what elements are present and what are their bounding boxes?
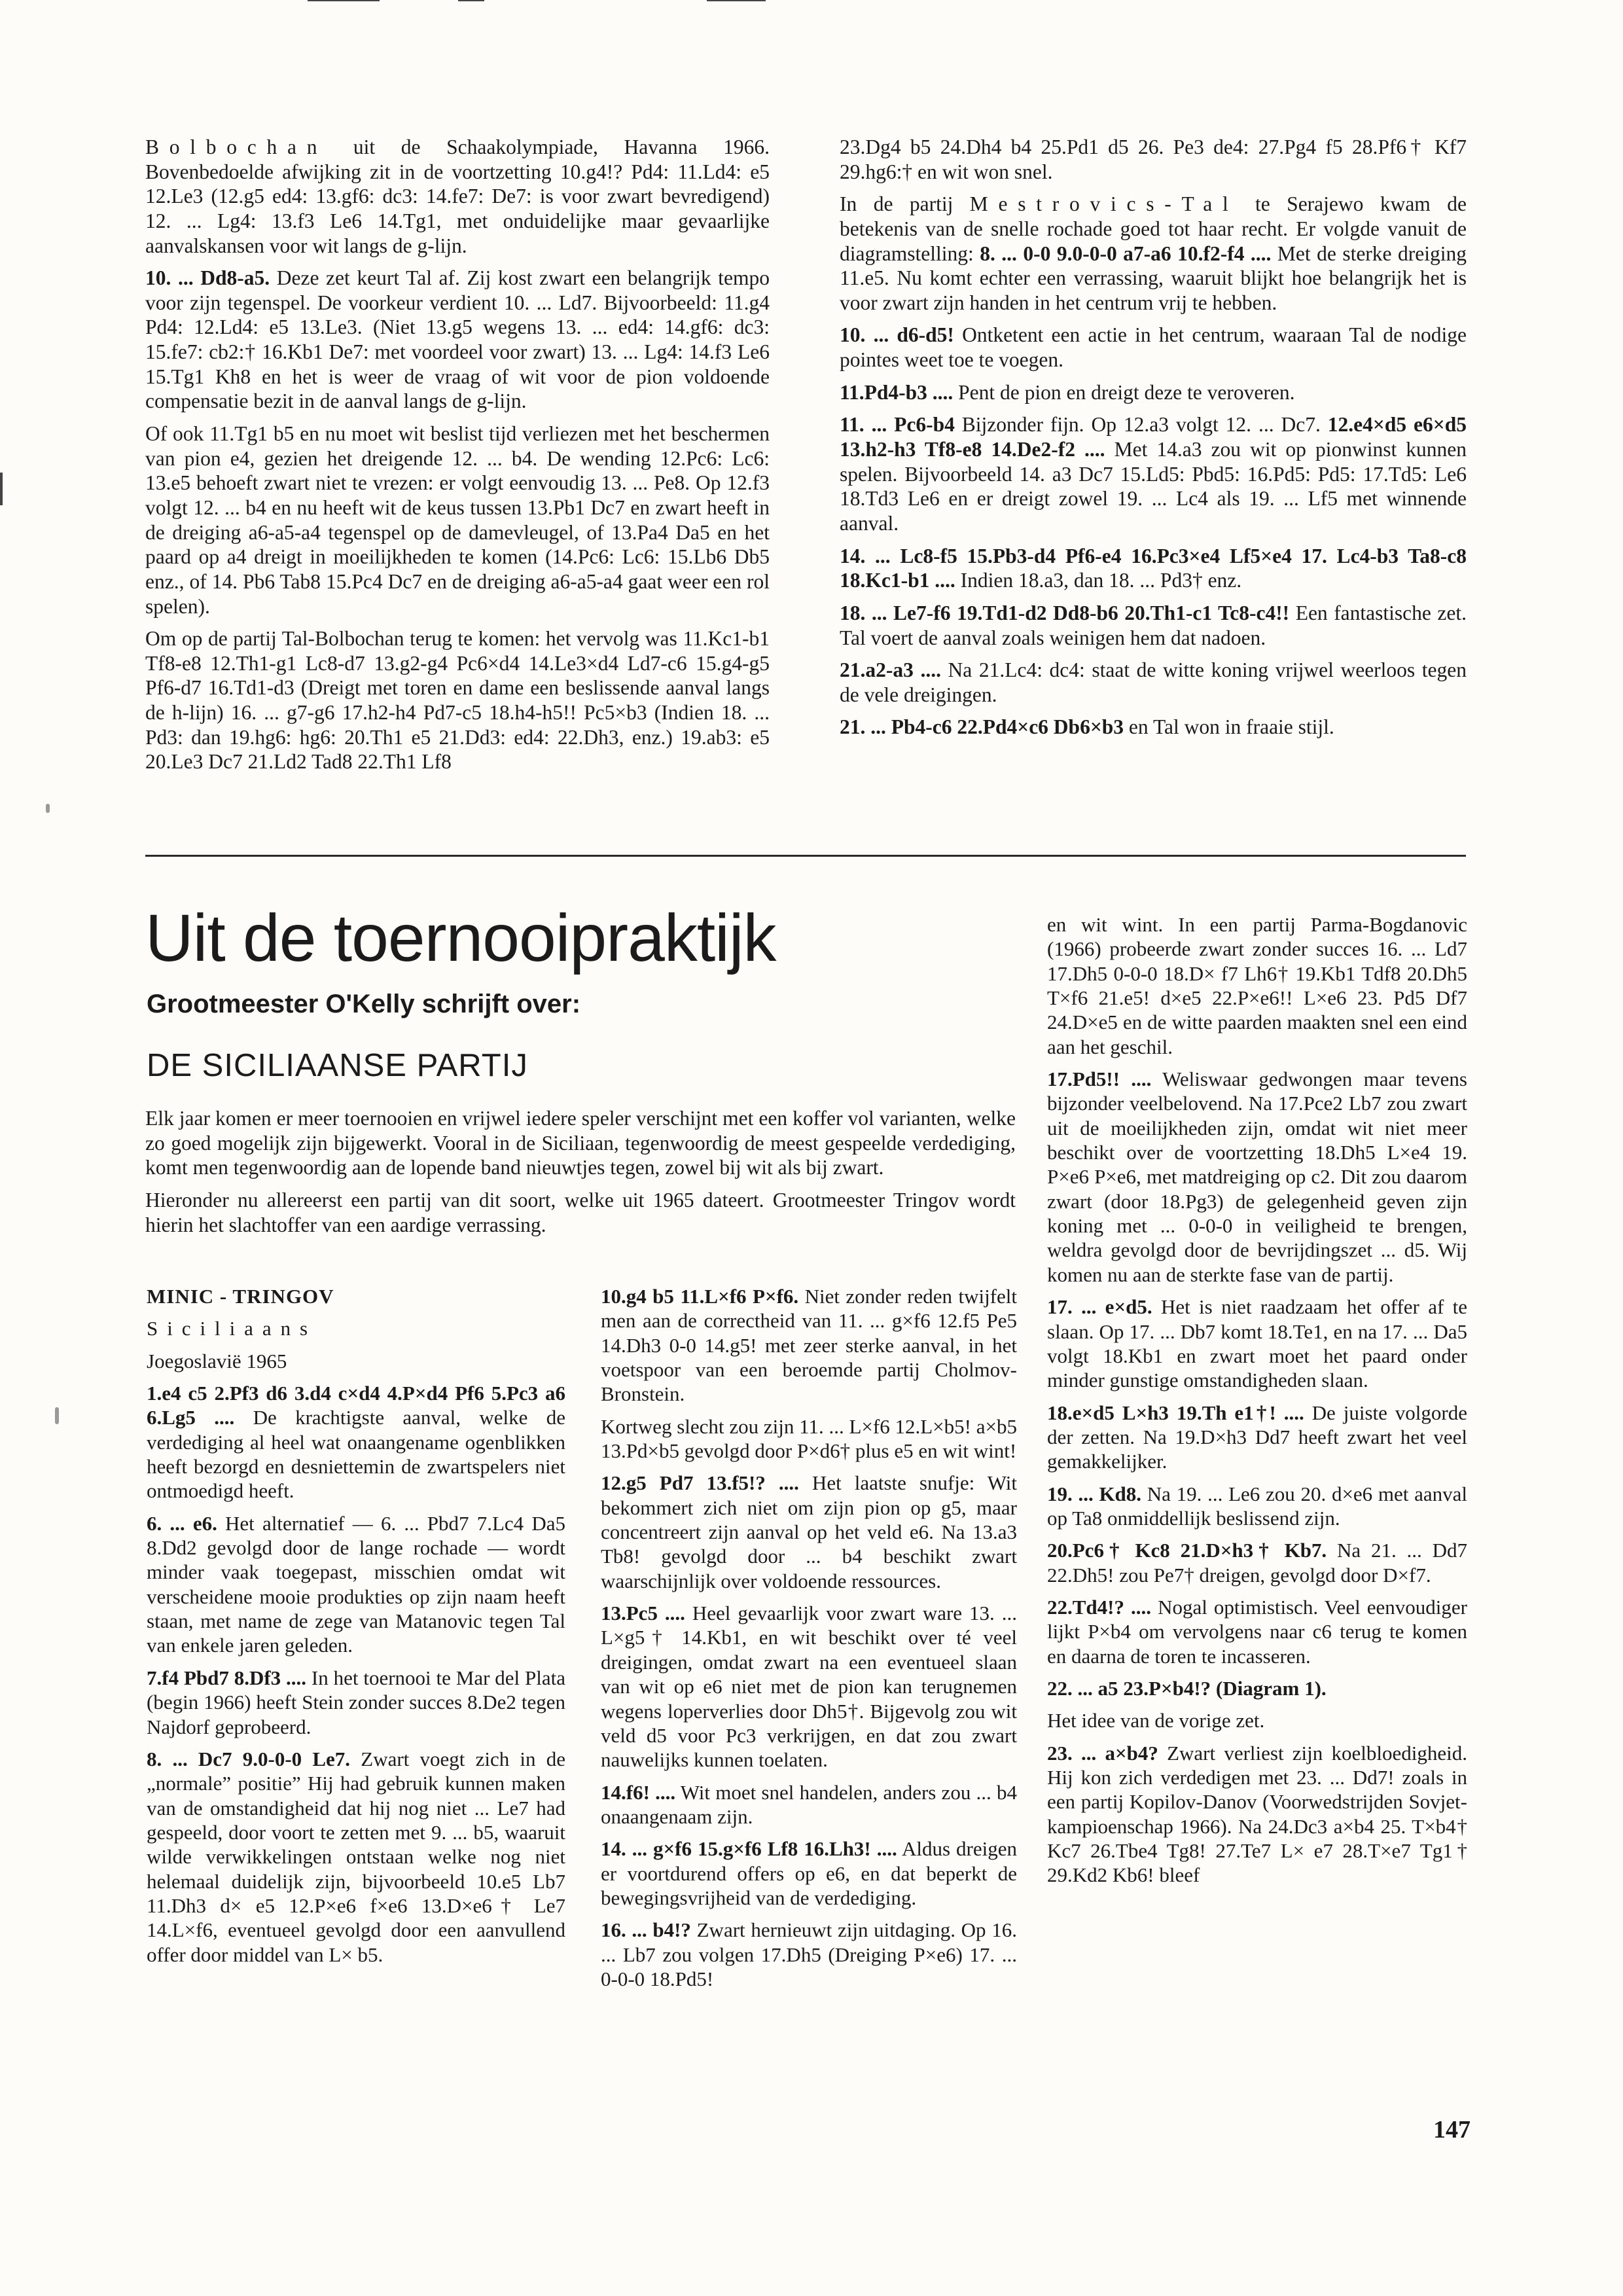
scan-mark-top (308, 0, 380, 1)
lower-middle-column (601, 1284, 1017, 1999)
move-text: 11.Pd4-b3 .... (840, 380, 954, 404)
move-text: 14.f6! .... (601, 1780, 676, 1804)
move-text: 10.g4 b5 11.L×f6 P×f6. (601, 1285, 799, 1308)
paragraph: 17.Pd5!! .... Weliswaar gedwongen maar tevens bijzonder veelbelovend. Na 17.Pce2 Lb7 zou zwart uit de moeilijkheden zijn, omdat wit niet meer beschikt over de voortzetting 18.Dh5 L×e4 19. P×e6 P×e6, met matdreiging op c2. Dit zou daarom zwart (door 18.Pg3) de gelegenheid geven zijn koning met ... 0-0-0 in veiligheid te brengen, weldra gevolgd door de bevrijdingszet ... d5. Wij komen nu aan de sterkte fase van de partij. (1047, 1067, 1467, 1286)
paragraph: 10.g4 b5 11.L×f6 P×f6. Niet zonder reden twijfelt men aan de correctheid van 11. ... g×f6 12.f5 Pe5 14.Dh3 0-0 14.g5! met zeer sterke aanval, in het voetspoor van een beroemde partij Cholmov-Bronstein. (601, 1285, 1017, 1406)
paragraph: 14.f6! .... Wit moet snel handelen, anders zou ... b4 onaangenaam zijn. (601, 1780, 1017, 1828)
move-text: 22.Td4!? .... (1047, 1595, 1152, 1619)
paragraph (1047, 1676, 1467, 1700)
move-text: 12.e4×d5 e6×d5 13.h2-h3 Tf8-e8 14.De2-f2 .... (840, 413, 1467, 461)
paragraph: 10. ... d6-d5! Ontketent een actie in het centrum, waaraan Tal de nodige pointes weet toe te voegen. (840, 323, 1467, 372)
paragraph: 16. ... b4!? Zwart hernieuwt zijn uitdaging. Op 16. ... Lb7 zou volgen 17.Dh5 (Dreiging P×e6) 17. ... 0-0-0 18.Pd5! (601, 1918, 1017, 1990)
move-text: 10. ... d6-d5! (840, 323, 954, 347)
paragraph: 13.Pc5 .... Heel gevaarlijk voor zwart ware 13. ... L×g5† 14.Kb1, en wit beschikt over té veel dreigingen, omdat zwart na een eventueel slaan van wit op e6 niet met de pion kan terugnemen wegens loperverlies door Dh5†. Bijgevolg zou wit veld d5 voor Pc3 verkrijgen, en dat zou zwart nauwelijks kunnen toelaten. (601, 1602, 1017, 1772)
move-text: 14. ... g×f6 15.g×f6 Lf8 16.Lh3! .... (601, 1837, 897, 1861)
scan-mark-top (458, 0, 484, 1)
move-text: 8. ... 0-0 9.0-0-0 a7-a6 10.f2-f4 .... (980, 242, 1272, 265)
move-text: 17.Pd5!! .... (1047, 1067, 1152, 1091)
move-text: 21. ... Pb4-c6 22.Pd4×c6 Db6×b3 (840, 715, 1124, 739)
move-text: 17. ... e×d5. (1047, 1295, 1152, 1319)
paragraph: 22.Td4!? .... Nogal optimistisch. Veel eenvoudiger lijkt P×b4 om vervolgens naar c6 terug te komen en daarna de toren te incasseren. (1047, 1595, 1467, 1668)
paragraph: 21. ... Pb4-c6 22.Pd4×c6 Db6×b3 en Tal won in fraaie stijl. (840, 715, 1334, 739)
move-text: 23. ... a×b4? (1047, 1741, 1158, 1765)
paragraph: 14. ... Lc8-f5 15.Pb3-d4 Pf6-e4 16.Pc3×e4 Lf5×e4 17. Lc4-b3 Ta8-c8 18.Kc1-b1 .... Indien 18.a3, dan 18. ... Pd3† enz. (840, 544, 1467, 592)
paragraph: 10. ... Dd8-a5. Deze zet keurt Tal af. Zij kost zwart een belangrijk tempo voor zijn tegenspel. De voorkeur verdient 10. ... Ld7. Bijvoorbeeld: 11.g4 Pd4: 12.Ld4: e5 13.Le3. (Niet 13.g5 wegens 13. ... ed4: 14.gf6: dc3: 15.fe7: cb2:† 16.Kb1 De7: met voordeel voor zwart) 13. ... Lg4: 14.f3 Le6 15.Tg1 Kh8 en het is weer de vraag of wit voor de pion voldoende compensatie bezit in de aanval langs de g-lijn. (145, 266, 770, 413)
top-right-column (840, 135, 1467, 747)
game-place: Joegoslavië 1965 (147, 1349, 287, 1372)
paragraph: 11.Pd4-b3 .... Pent de pion en dreigt deze te veroveren. (840, 380, 1295, 404)
paragraph: In de partij Mestrovics-Tal te Serajewo kwam de betekenis van de snelle rochade goed tot haar recht. Er volgde vanuit de diagramstelling: 8. ... 0-0 9.0-0-0 a7-a6 10.f2-f4 .... Met de sterke dreiging 11.e5. Nu komt echter een verrassing, waaruit blijkt hoe belangrijk het is voor zwart zijn handen in het centrum vrij te hebben. (840, 192, 1467, 314)
player-names: Mestrovics-Tal (969, 192, 1239, 216)
move-text: 8. ... Dc7 9.0-0-0 Le7. (147, 1747, 351, 1770)
paragraph: 18.e×d5 L×h3 19.Th e1†! .... De juiste volgorde der zetten. Na 19.D×h3 Dd7 heeft zwart het veel gemakkelijker. (1047, 1401, 1467, 1473)
opening-heading: DE SICILIAANSE PARTIJ (147, 1048, 528, 1083)
paragraph: 12.g5 Pd7 13.f5!? .... Het laatste snufje: Wit bekommert zich niet om zijn pion op g5, maar concentreert zijn aanval op het veld e6. Na 13.a3 Tb8! gevolgd door ... b4 beschikt zwart waarschijnlijk over voldoende ressources. (601, 1471, 1017, 1592)
paragraph: 18. ... Le7-f6 19.Td1-d2 Dd8-b6 20.Th1-c1 Tc8-c4!! Een fantastische zet. Tal voert de aanval zoals weinigen hem dat nadoen. (840, 601, 1467, 649)
lower-right-column (1047, 912, 1467, 1895)
move-text: 22. ... a5 23.P×b4!? (Diagram 1). (1047, 1676, 1327, 1700)
paragraph: 1.e4 c5 2.Pf3 d6 3.d4 c×d4 4.P×d4 Pf6 5.Pc3 a6 6.Lg5 .... De krachtigste aanval, welke de verdediging al heel wat onaangename ogenblikken heeft bezorgd en desniettemin de zwartspelers niet ontmoedigd heeft. (147, 1382, 565, 1503)
move-text: 7.f4 Pbd7 8.Df3 .... (147, 1666, 307, 1689)
paragraph: 19. ... Kd8. Na 19. ... Le6 zou 20. d×e6 met aanval op Ta8 onmiddellijk beslissend zijn. (1047, 1482, 1467, 1530)
move-text: 18. ... Le7-f6 19.Td1-d2 Dd8-b6 20.Th1-c1 Tc8-c4!! (840, 601, 1290, 624)
move-text: 21.a2-a3 .... (840, 658, 941, 682)
paragraph: 7.f4 Pbd7 8.Df3 .... In het toernooi te Mar del Plata (begin 1966) heeft Stein zonder succes 8.De2 tegen Najdorf geprobeerd. (147, 1666, 566, 1738)
move-text: 1.e4 c5 2.Pf3 d6 3.d4 c×d4 4.P×d4 Pf6 5.Pc3 a6 6.Lg5 .... (147, 1382, 565, 1429)
paragraph: 8. ... Dc7 9.0-0-0 Le7. Zwart voegt zich in de „normale” positie” Hij had gebruik kunnen maken van de omstandigheid dat hij nog niet ... Le7 had gespeeld, door voort te zetten met 9. ... b5, waaruit wilde verwikkelingen ontstaan welke nog niet helemaal duidelijk zijn, bijvoorbeeld 10.e5 Lb7 11.Dh3 d× e5 12.P×e6 f×e6 13.D×e6† Le7 14.L×f6, eventueel gevolgd door een aanvullend offer door middel van L× b5. (147, 1747, 565, 1966)
paragraph: Om op de partij Tal-Bolbochan terug te komen: het vervolg was 11.Kc1-b1 Tf8-e8 12.Th1-g1 Lc8-d7 13.g2-g4 Pc6×d4 14.Le3×d4 Ld7-c6 15.g4-g5 Pf6-d7 16.Td1-d3 (Dreigt met toren en dame een beslissende aanval langs de h-lijn) 16. ... g7-g6 17.h2-h4 Pd7-c5 18.h4-h5!! Pc5×b3 (Indien 18. ... Pd3: dan 19.hg6: hg6: 20.Th1 e5 21.Dd3: ed4: 22.Dh3, enz.) 19.ab3: e5 20.Le3 Dc7 21.Ld2 Tad8 22.Th1 Lf8 (145, 627, 770, 774)
paragraph: 20.Pc6† Kc8 21.D×h3† Kb7. Na 21. ... Dd7 22.Dh5! zou Pe7† dreigen, gevolgd door D×f7. (1047, 1539, 1467, 1587)
move-text: 14. ... Lc8-f5 15.Pb3-d4 Pf6-e4 16.Pc3×e4 Lf5×e4 17. Lc4-b3 Ta8-c8 18.Kc1-b1 .... (840, 544, 1467, 592)
top-left-column (145, 135, 770, 782)
move-text: 6. ... e6. (147, 1511, 217, 1535)
scan-mark-left (0, 473, 3, 505)
article-title: Uit de toernooipraktijk (145, 901, 776, 975)
move-text: 13.Pc5 .... (601, 1602, 685, 1625)
paragraph: en wit wint. In een partij Parma-Bogdanovic (1966) probeerde zwart zonder succes 16. ... Ld7 17.Dh5 0-0-0 18.D× f7 Lh6† 19.Kb1 Tdf8 20.Dh5 T×f6 21.e5! d×e5 22.P×e6!! L×e6 23. Pd5 Df7 24.D×e5 en de witte paarden maakten snel een eind aan het geschil. (1047, 913, 1467, 1058)
lower-left-column (147, 1284, 565, 1975)
move-text: 10. ... Dd8-a5. (145, 266, 270, 290)
move-text: 18.e×d5 L×h3 19.Th e1†! .... (1047, 1401, 1304, 1424)
player-names: Bolbochan (145, 135, 328, 158)
game-opening: Siciliaans (147, 1317, 317, 1340)
game-players: MINIC - TRINGOV (147, 1285, 334, 1308)
move-text: 12.g5 Pd7 13.f5!? .... (601, 1471, 799, 1495)
paragraph: Elk jaar komen er meer toernooien en vrijwel iedere speler verschijnt met een koffer vol varianten, welke zo goed mogelijk zijn bijgewerkt. Vooral in de Siciliaan, tegenwoordig de meest gespeelde verdediging, komt men tegenwoordig aan de lopende band nieuwtjes tegen, zowel bij wit als bij zwart. (145, 1107, 1016, 1179)
article-subtitle: Grootmeester O'Kelly schrijft over: (147, 990, 581, 1018)
section-divider (145, 855, 1466, 857)
paragraph: 14. ... g×f6 15.g×f6 Lf8 16.Lh3! .... Aldus dreigen er voortdurend offers op e6, en dat beperkt de bewegingsvrijheid van de verdediging. (601, 1837, 1018, 1909)
paragraph: Het idee van de vorige zet. (1047, 1709, 1265, 1732)
paragraph: 6. ... e6. Het alternatief — 6. ... Pbd7 7.Lc4 Da5 8.Dd2 gevolgd door de lange rochade — wordt minder vaak toegepast, misschien omdat wit verscheidene mooie produkties op zijn naam heeft staan, met name de zege van Matanovic tegen Tal van enkele jaren geleden. (147, 1511, 565, 1657)
paragraph: 11. ... Pc6-b4 Bijzonder fijn. Op 12.a3 volgt 12. ... Dc7. 12.e4×d5 e6×d5 13.h2-h3 Tf8-e8 14.De2-f2 .... Met 14.a3 zou wit op pionwinst kunnen spelen. Bijvoorbeeld 14. a3 Dc7 15.Ld5: Pbd5: 16.Pd5: Pd5: 17.Td5: Le6 18.Td3 Le6 en er dreigt zowel 19. ... Lc4 als 19. ... Lf5 met winnende aanval. (840, 413, 1467, 535)
paragraph: 17. ... e×d5. Het is niet raadzaam het offer af te slaan. Op 17. ... Db7 komt 18.Te1, en na 17. ... Da5 volgt 18.Kb1 en zwart moet het paard onder minder gunstige omstandigheden slaan. (1047, 1295, 1467, 1392)
scan-dot (46, 804, 50, 813)
move-text: 20.Pc6† Kc8 21.D×h3† Kb7. (1047, 1539, 1327, 1562)
move-text: 19. ... Kd8. (1047, 1482, 1142, 1505)
scan-mark-top (707, 0, 766, 1)
article-intro (145, 1106, 1016, 1245)
paragraph: Hieronder nu allereerst een partij van dit soort, welke uit 1965 dateert. Grootmeester Tringov wordt hierin het slachtoffer van een aardige verrassing. (145, 1188, 1016, 1236)
scan-dot (55, 1407, 59, 1424)
paragraph: 23. ... a×b4? Zwart verliest zijn koelbloedigheid. Hij kon zich verdedigen met 23. ... Dd7! zoals in een partij Kopilov-Danov (Voorwedstrijden Sovjet-kampioenschap 1966). Na 24.Dc3 a×b4 25. T×b4† Kc7 26.Tbe4 Tg8! 27.Te7 L× e7 28.T×e7 Tg1† 29.Kd2 Kb6! bleef (1047, 1741, 1467, 1887)
move-text: 16. ... b4!? (601, 1918, 691, 1942)
page-number: 147 (1433, 2116, 1471, 2144)
paragraph: 21.a2-a3 .... Na 21.Lc4: dc4: staat de witte koning vrijwel weerloos tegen de vele dreigingen. (840, 658, 1467, 706)
paragraph: Kortweg slecht zou zijn 11. ... L×f6 12.L×b5! a×b5 13.Pd×b5 gevolgd door P×d6† plus e5 en wit wint! (601, 1414, 1017, 1463)
paragraph: Of ook 11.Tg1 b5 en nu moet wit beslist tijd verliezen met het beschermen van pion e4, gezien het dreigende 12. ... b4. De wending 12.Pc6: Lc6: 13.e5 behoeft zwart niet te vrezen: er volgt eenvoudig 13. ... Pe8. Op 12.f3 volgt 12. ... b4 en nu heeft wit de keus tussen 13.Pb1 Dc7 en zwart heeft in de dreiging a6-a5-a4 tegenspel op de damevleugel, of 13.Pa4 Da5 en het paard op a4 dreigt in moeilijkheden te komen (14.Pc6: Lc6: 15.Lb6 Db5 enz., of 14. Pb6 Tab8 15.Pc4 Dc7 en de dreiging a6-a5-a4 gaat weer een rol spelen). (145, 422, 770, 618)
paragraph: Bolbochan uit de Schaakolympiade, Havanna 1966. Bovenbedoelde afwijking zit in de voortzetting 10.g4!? Pd4: 11.Ld4: e5 12.Le3 (12.g5 ed4: 13.gf6: dc3: 14.fe7: De7: is voor zwart bevredigend) 12. ... Lg4: 13.f3 Le6 14.Tg1, met onduidelijke maar gevaarlijke aanvalskansen voor wit langs de g-lijn. (145, 135, 770, 257)
move-text: 11. ... Pc6-b4 (840, 413, 955, 437)
paragraph: 23.Dg4 b5 24.Dh4 b4 25.Pd1 d5 26. Pe3 de4: 27.Pg4 f5 28.Pf6† Kf7 29.hg6:† en wit won snel. (840, 135, 1467, 183)
